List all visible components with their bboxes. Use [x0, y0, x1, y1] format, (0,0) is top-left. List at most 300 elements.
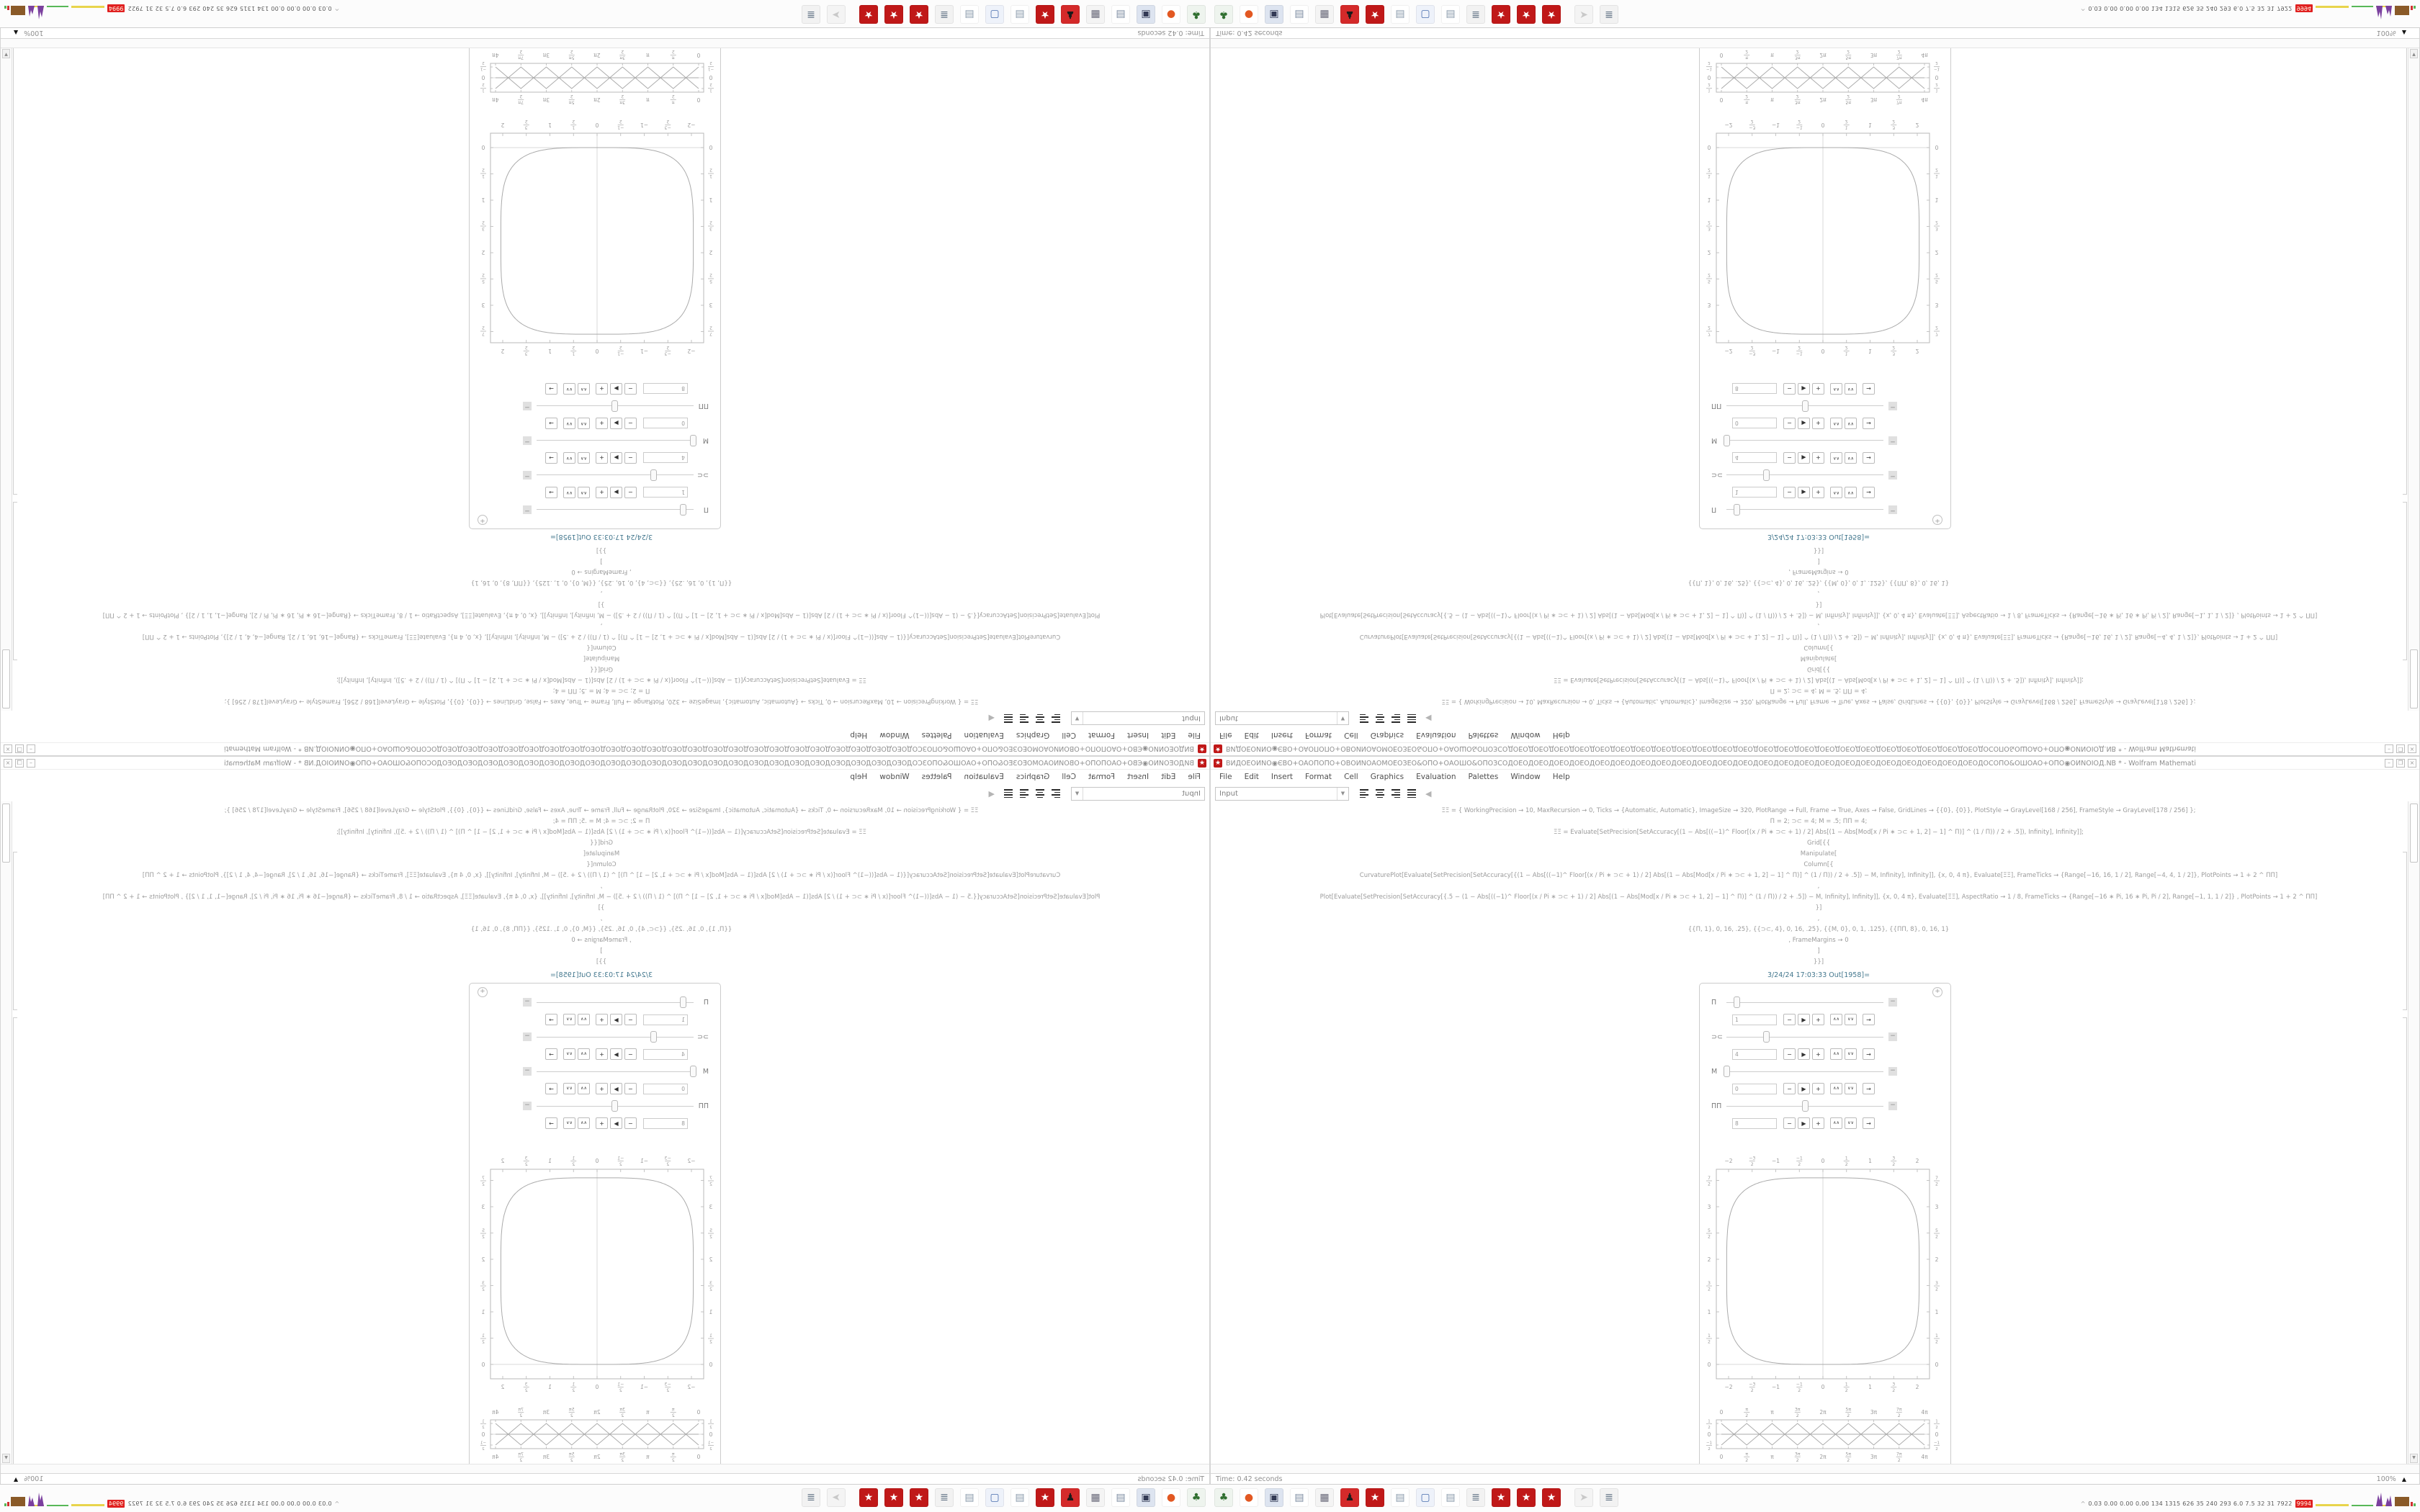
minimize-button[interactable]: – [2385, 744, 2393, 753]
animator-collapse-button[interactable]: − [1888, 436, 1897, 445]
code-line[interactable]: ] [1817, 557, 1820, 564]
slider[interactable] [1726, 1066, 1883, 1077]
align-right-icon[interactable] [1389, 712, 1402, 725]
slower-icon[interactable]: ∧ ∧ [578, 487, 590, 498]
code-line[interactable]: , [1817, 883, 1820, 890]
toolbar-collapse-icon[interactable]: ◀ [1425, 714, 1432, 724]
notepad2-icon[interactable]: ▤ [1441, 1488, 1460, 1507]
slider-thumb[interactable] [1763, 1031, 1770, 1043]
minimize-button[interactable]: – [27, 759, 35, 768]
animator-value-field[interactable]: 4 [643, 1049, 688, 1060]
menu-item-cell[interactable]: Cell [1062, 731, 1076, 739]
code-line[interactable]: , [600, 590, 603, 597]
direction-icon[interactable]: → [545, 383, 557, 395]
monitor-expand-icon[interactable]: ^ [2080, 1500, 2086, 1507]
animator-collapse-button[interactable]: − [523, 1067, 532, 1076]
align-right-icon[interactable] [1018, 712, 1031, 725]
red-app-icon[interactable]: ♟ [1340, 1488, 1359, 1507]
document-icon[interactable]: ▤ [1290, 1488, 1309, 1507]
animator-collapse-button[interactable]: − [1888, 402, 1897, 410]
step-back-button[interactable]: − [624, 487, 637, 498]
slider[interactable] [1726, 996, 1883, 1008]
code-line[interactable]: ] [1817, 948, 1820, 955]
scrollbar-thumb[interactable] [2, 804, 10, 863]
zoom-menu-icon[interactable]: ▲ [14, 30, 19, 37]
align-justify-icon[interactable] [1002, 787, 1015, 800]
document-icon[interactable]: ▤ [1111, 5, 1130, 24]
input-cell-bracket[interactable] [13, 852, 17, 1010]
slider-thumb[interactable] [1734, 996, 1740, 1008]
manipulate-menu-icon[interactable]: + [1932, 515, 1942, 525]
menu-item-help[interactable]: Help [850, 731, 868, 739]
menu-item-help[interactable]: Help [1552, 773, 1570, 781]
menu-item-help[interactable]: Help [1552, 731, 1570, 739]
maximize-button[interactable]: ❐ [2396, 744, 2405, 753]
slower-icon[interactable]: ∧ ∧ [1830, 1117, 1842, 1129]
menu-item-edit[interactable]: Edit [1161, 731, 1176, 739]
calculator-icon[interactable]: ▦ [1315, 1488, 1334, 1507]
code-line[interactable]: , [600, 915, 603, 922]
code-line[interactable]: , FrameMargins → 0 [1788, 937, 1849, 944]
play-button[interactable]: ▶ [1798, 1083, 1810, 1094]
console-scroll-icon[interactable]: ≣ [935, 1488, 954, 1507]
dropdown-arrow-icon[interactable]: ▼ [1337, 788, 1348, 800]
code-line[interactable]: , [600, 622, 603, 629]
align-justify-icon[interactable] [1002, 712, 1015, 725]
notepad2-icon[interactable]: ▤ [1441, 5, 1460, 24]
terminal-green-icon[interactable]: ♣ [1214, 1488, 1233, 1507]
code-line[interactable]: }] [598, 904, 605, 912]
step-forward-button[interactable]: + [596, 383, 608, 395]
title-bar[interactable] [1211, 742, 2419, 755]
play-button[interactable]: ▶ [1798, 452, 1810, 464]
menu-item-palettes[interactable]: Palettes [1468, 731, 1499, 739]
step-back-button[interactable]: − [624, 383, 637, 395]
menu-item-palettes[interactable]: Palettes [921, 773, 952, 781]
step-back-button[interactable]: − [1783, 1014, 1796, 1025]
slider[interactable] [1726, 1100, 1883, 1112]
dropdown-arrow-icon[interactable]: ▼ [1072, 788, 1083, 800]
menu-item-file[interactable]: File [1188, 731, 1201, 739]
input-cell-bracket[interactable] [2403, 502, 2407, 660]
input-cell-bracket[interactable] [2403, 852, 2407, 1010]
code-line[interactable]: CurvaturePlot[Evaluate[SetPrecision[SetAccuracy[{(1 − Abs[((−1)^ Floor[(x / Pi ∗ ⊃⊂ + 1) / 2] Abs[(1 − Abs[Mod[x / Pi ∗ ⊃⊂ + 1, 2] − 1] ^ Π)] ^ (1 / Π)) / 2 + .5]) − M, Infinity], Infinity]], {x, 0, 4 π}, Evaluate[ΞΞ], FrameTicks → {Range[−16, 16, 1 / 2], Range[−4, 4, 1 / 2]}, PlotPoints → 1 + 2 ^ ΠΠ] [142, 872, 1061, 879]
code-line[interactable]: Column[{ [586, 644, 617, 651]
code-line[interactable]: ] [600, 948, 603, 955]
status-zoom[interactable] [1, 30, 43, 37]
code-line[interactable]: }] [1815, 600, 1822, 608]
faster-icon[interactable]: ∨ ∨ [563, 1048, 575, 1060]
menu-item-palettes[interactable]: Palettes [921, 731, 952, 739]
animator-collapse-button[interactable]: − [1888, 471, 1897, 480]
vertical-scrollbar[interactable] [1, 801, 12, 1464]
menu-item-palettes[interactable]: Palettes [1468, 773, 1499, 781]
input-cell[interactable] [1232, 533, 2405, 706]
step-back-button[interactable]: − [624, 452, 637, 464]
faster-icon[interactable]: ∨ ∨ [1845, 1014, 1857, 1025]
output-cell-bracket[interactable] [13, 1017, 17, 1464]
code-line[interactable]: CurvaturePlot[Evaluate[SetPrecision[SetAccuracy[{(1 − Abs[((−1)^ Floor[(x / Pi ∗ ⊃⊂ + 1) / 2] Abs[(1 − Abs[Mod[x / Pi ∗ ⊃⊂ + 1, 2] − 1] ^ Π)] ^ (1 / Π)) / 2 + .5]) − M, Infinity], Infinity]], {x, 0, 4 π}, Evaluate[ΞΞ], FrameTicks → {Range[−16, 16, 1 / 2], Range[−4, 4, 1 / 2]}, PlotPoints → 1 + 2 ^ ΠΠ] [1359, 633, 2278, 640]
align-left-icon[interactable] [1049, 787, 1062, 800]
step-forward-button[interactable]: + [1812, 452, 1824, 464]
menu-item-insert[interactable]: Insert [1126, 773, 1150, 781]
scrollbar-thumb[interactable] [2, 649, 10, 708]
slower-icon[interactable]: ∧ ∧ [578, 452, 590, 464]
notepad-icon[interactable]: ▤ [1010, 1488, 1029, 1507]
play-button[interactable]: ▶ [610, 1117, 622, 1129]
menu-item-cell[interactable]: Cell [1344, 731, 1358, 739]
input-cell[interactable] [15, 533, 1188, 706]
slider[interactable] [537, 1031, 694, 1043]
code-line[interactable]: ΞΞ = { WorkingPrecision → 10, MaxRecursion → 0, Ticks → {Automatic, Automatic}, ImageSize → 320, PlotRange → Full, Frame → True, Axes → False, GridLines → {{0}, {0}}, PlotStyle → GrayLevel[168 / 256], FrameStyle → GrayLevel[178 / 256] }; [224, 698, 979, 705]
menu-item-help[interactable]: Help [850, 773, 868, 781]
direction-icon[interactable]: → [545, 452, 557, 464]
direction-icon[interactable]: → [545, 1083, 557, 1094]
floppy-save-icon[interactable]: ▣ [1137, 1488, 1155, 1507]
slower-icon[interactable]: ∧ ∧ [1830, 1083, 1842, 1094]
zoom-menu-icon[interactable]: ▲ [2401, 1475, 2406, 1482]
animator-value-field[interactable]: 1 [643, 487, 688, 498]
animator-value-field[interactable]: 8 [643, 384, 688, 395]
slider[interactable] [1726, 400, 1883, 412]
minimize-button[interactable]: – [27, 744, 35, 753]
faster-icon[interactable]: ∨ ∨ [1845, 383, 1857, 395]
slider-thumb[interactable] [611, 400, 618, 412]
animator-value-field[interactable]: 0 [1732, 418, 1777, 429]
direction-icon[interactable]: → [1863, 418, 1875, 429]
code-line[interactable]: ΞΞ = Evaluate[SetPrecision[SetAccuracy[(1 − Abs[((−1)^ Floor[(x / Pi ∗ ⊃⊂ + 1) / 2] Abs[(1 − Abs[Mod[x / Pi ∗ ⊃⊂ + 1, 2] − 1] ^ Π)] ^ (1 / Π)) / 2 + .5]), Infinity], Infinity]]; [1553, 676, 2084, 683]
calculator-icon[interactable]: ▦ [1086, 5, 1105, 24]
animator-value-field[interactable]: 0 [643, 1084, 688, 1094]
direction-icon[interactable]: → [1863, 1014, 1875, 1025]
animator-collapse-button[interactable]: − [1888, 998, 1897, 1007]
slider[interactable] [537, 469, 694, 481]
slower-icon[interactable]: ∧ ∧ [1830, 1048, 1842, 1060]
code-line[interactable]: {{Π, 1}, 0, 16, .25}, {{⊃⊂, 4}, 0, 16, .25}, {{M, 0}, 0, 1, .125}, {{ΠΠ, 8}, 0, 16, 1} [470, 579, 732, 586]
menu-item-format[interactable]: Format [1088, 773, 1115, 781]
slider-thumb[interactable] [1724, 1066, 1730, 1077]
menu-item-graphics[interactable]: Graphics [1370, 773, 1404, 781]
animator-collapse-button[interactable]: − [523, 436, 532, 445]
step-forward-button[interactable]: + [1812, 383, 1824, 395]
code-line[interactable]: Plot[Evaluate[SetPrecision[SetAccuracy[{.5 − (1 − Abs[((−1)^ Floor[(x / Pi ∗ ⊃⊂ + 1) / 2] Abs[(1 − Abs[Mod[x / Pi ∗ ⊃⊂ + 1, 2] − 1] ^ Π)] ^ (1 / Π)) / 2 + .5]) − M, Infinity], Infinity]], {x, 0, 4 π}, Evaluate[ΞΞ], AspectRatio → 1 / 8, FrameTicks → {Range[−16 ∗ Pi, 16 ∗ Pi, Pi / 2], Range[−1, 1, 1 / 2]} , PlotPoints → 1 + 2 ^ ΠΠ] [102, 894, 1101, 901]
floppy-save-icon[interactable]: ▣ [1265, 5, 1283, 24]
notepad-icon[interactable]: ▤ [1010, 5, 1029, 24]
code-line[interactable]: Grid[{{ [590, 665, 613, 672]
monitor-expand-icon[interactable]: ^ [334, 5, 340, 12]
document-icon[interactable]: ▤ [1290, 5, 1309, 24]
notepad2-icon[interactable]: ▤ [960, 1488, 979, 1507]
mathematica-spikey-icon[interactable]: ★ [1036, 1488, 1054, 1507]
step-back-button[interactable]: − [1783, 383, 1796, 395]
align-justify-icon[interactable] [1405, 787, 1418, 800]
animator-value-field[interactable]: 0 [1732, 1084, 1777, 1094]
faded-arrow-icon[interactable]: ➤ [1574, 5, 1593, 24]
slider-thumb[interactable] [1802, 1100, 1809, 1112]
console-scroll2-icon[interactable]: ≣ [802, 1488, 820, 1507]
code-line[interactable]: Manipulate[ [583, 654, 620, 662]
align-center-icon[interactable] [1373, 787, 1386, 800]
code-line[interactable]: Manipulate[ [583, 850, 620, 858]
menu-item-graphics[interactable]: Graphics [1370, 731, 1404, 739]
output-cell-bracket[interactable] [13, 48, 17, 495]
animator-value-field[interactable]: 1 [1732, 1014, 1777, 1025]
faster-icon[interactable]: ∨ ∨ [563, 1083, 575, 1094]
slider-thumb[interactable] [680, 996, 686, 1008]
terminal-green-icon[interactable]: ♣ [1187, 1488, 1206, 1507]
play-button[interactable]: ▶ [610, 487, 622, 498]
direction-icon[interactable]: → [545, 487, 557, 498]
red-app-icon[interactable]: ♟ [1061, 5, 1080, 24]
code-line[interactable]: CurvaturePlot[Evaluate[SetPrecision[SetAccuracy[{(1 − Abs[((−1)^ Floor[(x / Pi ∗ ⊃⊂ + 1) / 2] Abs[(1 − Abs[Mod[x / Pi ∗ ⊃⊂ + 1, 2] − 1] ^ Π)] ^ (1 / Π)) / 2 + .5]) − M, Infinity], Infinity]], {x, 0, 4 π}, Evaluate[ΞΞ], FrameTicks → {Range[−16, 16, 1 / 2], Range[−4, 4, 1 / 2]}, PlotPoints → 1 + 2 ^ ΠΠ] [1359, 872, 2278, 879]
horizontal-scrollbar[interactable] [1211, 1464, 2419, 1474]
notepad-icon[interactable]: ▤ [1391, 1488, 1410, 1507]
menu-item-file[interactable]: File [1188, 773, 1201, 781]
slider-thumb[interactable] [1724, 435, 1730, 446]
faster-icon[interactable]: ∨ ∨ [563, 452, 575, 464]
code-line[interactable]: , FrameMargins → 0 [1788, 568, 1849, 575]
manipulate-menu-icon[interactable]: + [478, 515, 488, 525]
spikey3-icon[interactable]: ★ [1517, 5, 1536, 24]
code-line[interactable]: ΞΞ = { WorkingPrecision → 10, MaxRecursion → 0, Ticks → {Automatic, Automatic}, ImageSize → 320, PlotRange → Full, Frame → True, Axes → False, GridLines → {{0}, {0}}, PlotStyle → GrayLevel[168 / 256], FrameStyle → GrayLevel[178 / 256] }; [1441, 698, 2196, 705]
cell-style-dropdown[interactable] [1071, 712, 1205, 726]
slower-icon[interactable]: ∧ ∧ [1830, 1014, 1842, 1025]
animator-value-field[interactable]: 0 [643, 418, 688, 429]
code-line[interactable]: {{Π, 1}, 0, 16, .25}, {{⊃⊂, 4}, 0, 16, .25}, {{M, 0}, 0, 1, .125}, {{ΠΠ, 8}, 0, 16, 1} [1688, 579, 1950, 586]
faster-icon[interactable]: ∨ ∨ [563, 418, 575, 429]
step-forward-button[interactable]: + [1812, 1083, 1824, 1094]
faster-icon[interactable]: ∨ ∨ [1845, 1117, 1857, 1129]
blue-window-icon[interactable]: ▢ [1416, 5, 1435, 24]
menu-item-edit[interactable]: Edit [1244, 731, 1259, 739]
title-bar[interactable] [1211, 757, 2419, 770]
output-cell-bracket[interactable] [2403, 1017, 2407, 1464]
code-line[interactable]: Π = 2; ⊃⊂ = 4; M = .5; ΠΠ = 4; [552, 818, 650, 825]
menu-item-insert[interactable]: Insert [1126, 731, 1150, 739]
code-line[interactable]: ] [600, 557, 603, 564]
code-line[interactable]: , [1817, 622, 1820, 629]
slider-thumb[interactable] [1763, 469, 1770, 481]
code-line[interactable]: ΞΞ = Evaluate[SetPrecision[SetAccuracy[(1 − Abs[((−1)^ Floor[(x / Pi ∗ ⊃⊂ + 1) / 2] Abs[(1 − Abs[Mod[x / Pi ∗ ⊃⊂ + 1, 2] − 1] ^ Π)] ^ (1 / Π)) / 2 + .5]), Infinity], Infinity]]; [336, 676, 867, 683]
code-line[interactable]: , [1817, 915, 1820, 922]
slower-icon[interactable]: ∧ ∧ [1830, 487, 1842, 498]
spikey3-icon[interactable]: ★ [884, 5, 903, 24]
align-left-icon[interactable] [1358, 787, 1371, 800]
animator-value-field[interactable]: 1 [643, 1014, 688, 1025]
slider-thumb[interactable] [690, 435, 696, 446]
dropdown-arrow-icon[interactable]: ▼ [1337, 713, 1348, 725]
play-button[interactable]: ▶ [1798, 418, 1810, 429]
terminal-green-icon[interactable]: ♣ [1187, 5, 1206, 24]
notepad2-icon[interactable]: ▤ [960, 5, 979, 24]
code-line[interactable]: Manipulate[ [1800, 654, 1837, 662]
faded-arrow-icon[interactable]: ➤ [827, 5, 846, 24]
code-line[interactable]: }}] [596, 958, 607, 966]
play-button[interactable]: ▶ [1798, 1117, 1810, 1129]
close-button[interactable]: × [4, 744, 12, 753]
code-line[interactable]: {{Π, 1}, 0, 16, .25}, {{⊃⊂, 4}, 0, 16, .25}, {{M, 0}, 0, 1, .125}, {{ΠΠ, 8}, 0, 16, 1} [1688, 926, 1950, 933]
step-back-button[interactable]: − [1783, 452, 1796, 464]
menu-item-format[interactable]: Format [1305, 731, 1332, 739]
step-back-button[interactable]: − [1783, 1048, 1796, 1060]
step-forward-button[interactable]: + [1812, 418, 1824, 429]
monitor-expand-icon[interactable]: ^ [2080, 5, 2086, 12]
step-forward-button[interactable]: + [596, 1083, 608, 1094]
animator-value-field[interactable]: 1 [1732, 487, 1777, 498]
orange-ball-icon[interactable]: ● [1240, 1488, 1258, 1507]
menu-item-evaluation[interactable]: Evaluation [964, 773, 1004, 781]
title-bar[interactable] [1, 742, 1209, 755]
code-line[interactable]: Π = 2; ⊃⊂ = 4; M = .5; ΠΠ = 4; [552, 687, 650, 694]
animator-value-field[interactable]: 8 [1732, 1118, 1777, 1129]
spikey4-icon[interactable]: ★ [1542, 1488, 1561, 1507]
slower-icon[interactable]: ∧ ∧ [578, 418, 590, 429]
step-back-button[interactable]: − [1783, 1083, 1796, 1094]
code-line[interactable]: CurvaturePlot[Evaluate[SetPrecision[SetAccuracy[{(1 − Abs[((−1)^ Floor[(x / Pi ∗ ⊃⊂ + 1) / 2] Abs[(1 − Abs[Mod[x / Pi ∗ ⊃⊂ + 1, 2] − 1] ^ Π)] ^ (1 / Π)) / 2 + .5]) − M, Infinity], Infinity]], {x, 0, 4 π}, Evaluate[ΞΞ], FrameTicks → {Range[−16, 16, 1 / 2], Range[−4, 4, 1 / 2]}, PlotPoints → 1 + 2 ^ ΠΠ] [142, 633, 1061, 640]
play-button[interactable]: ▶ [1798, 1014, 1810, 1025]
calculator-icon[interactable]: ▦ [1315, 5, 1334, 24]
horizontal-scrollbar[interactable] [1, 1464, 1209, 1474]
code-line[interactable]: , [1817, 590, 1820, 597]
maximize-button[interactable]: ❐ [15, 744, 24, 753]
status-zoom[interactable] [1, 1475, 43, 1483]
toolbar-collapse-icon[interactable]: ◀ [988, 714, 995, 724]
align-left-icon[interactable] [1358, 712, 1371, 725]
direction-icon[interactable]: → [1863, 1083, 1875, 1094]
output-cell-bracket[interactable] [2403, 48, 2407, 495]
step-forward-button[interactable]: + [1812, 1117, 1824, 1129]
align-right-icon[interactable] [1389, 787, 1402, 800]
minimize-button[interactable]: – [2385, 759, 2393, 768]
step-forward-button[interactable]: + [596, 452, 608, 464]
code-line[interactable]: }] [1815, 904, 1822, 912]
step-back-button[interactable]: − [624, 1014, 637, 1025]
step-back-button[interactable]: − [624, 1117, 637, 1129]
menu-item-insert[interactable]: Insert [1270, 773, 1294, 781]
slider-thumb[interactable] [1734, 504, 1740, 516]
slider[interactable] [537, 400, 694, 412]
animator-value-field[interactable]: 4 [643, 453, 688, 464]
step-forward-button[interactable]: + [596, 1014, 608, 1025]
red-app-icon[interactable]: ♟ [1061, 1488, 1080, 1507]
zoom-menu-icon[interactable]: ▲ [14, 1475, 19, 1482]
slider-thumb[interactable] [690, 1066, 696, 1077]
slider[interactable] [1726, 469, 1883, 481]
cell-style-dropdown[interactable] [1071, 787, 1205, 801]
animator-collapse-button[interactable]: − [523, 1032, 532, 1041]
code-line[interactable]: Manipulate[ [1800, 850, 1837, 858]
code-line[interactable]: ΞΞ = Evaluate[SetPrecision[SetAccuracy[(1 − Abs[((−1)^ Floor[(x / Pi ∗ ⊃⊂ + 1) / 2] Abs[(1 − Abs[Mod[x / Pi ∗ ⊃⊂ + 1, 2] − 1] ^ Π)] ^ (1 / Π)) / 2 + .5]), Infinity], Infinity]]; [1553, 829, 2084, 836]
vertical-scrollbar[interactable] [2408, 801, 2419, 1464]
step-back-button[interactable]: − [624, 1048, 637, 1060]
play-button[interactable]: ▶ [610, 1083, 622, 1094]
slider[interactable] [537, 435, 694, 446]
direction-icon[interactable]: → [1863, 1048, 1875, 1060]
monitor-expand-icon[interactable]: ^ [334, 1500, 340, 1507]
direction-icon[interactable]: → [545, 1117, 557, 1129]
step-forward-button[interactable]: + [596, 418, 608, 429]
step-forward-button[interactable]: + [1812, 1048, 1824, 1060]
direction-icon[interactable]: → [1863, 487, 1875, 498]
animator-collapse-button[interactable]: − [523, 471, 532, 480]
scrollbar-down-icon[interactable]: ▼ [2410, 49, 2418, 58]
orange-ball-icon[interactable]: ● [1240, 5, 1258, 24]
play-button[interactable]: ▶ [1798, 487, 1810, 498]
scrollbar-down-icon[interactable]: ▼ [2, 49, 10, 58]
close-button[interactable]: × [2408, 759, 2416, 768]
code-line[interactable]: Plot[Evaluate[SetPrecision[SetAccuracy[{.5 − (1 − Abs[((−1)^ Floor[(x / Pi ∗ ⊃⊂ + 1) / 2] Abs[(1 − Abs[Mod[x / Pi ∗ ⊃⊂ + 1, 2] − 1] ^ Π)] ^ (1 / Π)) / 2 + .5]) − M, Infinity], Infinity]], {x, 0, 4 π}, Evaluate[ΞΞ], AspectRatio → 1 / 8, FrameTicks → {Range[−16 ∗ Pi, 16 ∗ Pi, Pi / 2], Range[−1, 1, 1 / 2]} , PlotPoints → 1 + 2 ^ ΠΠ] [1319, 894, 2318, 901]
slider[interactable] [537, 996, 694, 1008]
code-line[interactable]: Grid[{{ [1807, 840, 1830, 847]
menu-item-window[interactable]: Window [879, 773, 910, 781]
slider[interactable] [537, 1100, 694, 1112]
menu-item-evaluation[interactable]: Evaluation [1416, 731, 1456, 739]
animator-collapse-button[interactable]: − [523, 998, 532, 1007]
faded-arrow-icon[interactable]: ➤ [1574, 1488, 1593, 1507]
code-line[interactable]: Column[{ [586, 861, 617, 868]
faster-icon[interactable]: ∨ ∨ [1845, 1048, 1857, 1060]
step-back-button[interactable]: − [624, 1083, 637, 1094]
status-zoom[interactable] [2377, 1475, 2419, 1483]
document-icon[interactable]: ▤ [1111, 1488, 1130, 1507]
direction-icon[interactable]: → [545, 1014, 557, 1025]
slower-icon[interactable]: ∧ ∧ [1830, 418, 1842, 429]
step-forward-button[interactable]: + [1812, 487, 1824, 498]
slower-icon[interactable]: ∧ ∧ [578, 1117, 590, 1129]
menu-item-cell[interactable]: Cell [1344, 773, 1358, 781]
code-line[interactable]: }}] [596, 546, 607, 554]
code-line[interactable]: ΞΞ = { WorkingPrecision → 10, MaxRecursion → 0, Ticks → {Automatic, Automatic}, ImageSize → 320, PlotRange → Full, Frame → True, Axes → False, GridLines → {{0}, {0}}, PlotStyle → GrayLevel[168 / 256], FrameStyle → GrayLevel[178 / 256] }; [224, 807, 979, 814]
code-line[interactable]: , [600, 883, 603, 890]
menu-item-evaluation[interactable]: Evaluation [964, 731, 1004, 739]
mathematica-spikey-icon[interactable]: ★ [1366, 1488, 1384, 1507]
step-back-button[interactable]: − [1783, 418, 1796, 429]
step-forward-button[interactable]: + [596, 1048, 608, 1060]
code-line[interactable]: {{Π, 1}, 0, 16, .25}, {{⊃⊂, 4}, 0, 16, .25}, {{M, 0}, 0, 1, .125}, {{ΠΠ, 8}, 0, 16, 1} [470, 926, 732, 933]
slower-icon[interactable]: ∧ ∧ [1830, 452, 1842, 464]
code-line[interactable]: Column[{ [1803, 644, 1834, 651]
terminal-green-icon[interactable]: ♣ [1214, 5, 1233, 24]
scrollbar-thumb[interactable] [2410, 649, 2418, 708]
step-forward-button[interactable]: + [596, 1117, 608, 1129]
input-cell[interactable] [15, 806, 1188, 979]
spikey4-icon[interactable]: ★ [1542, 5, 1561, 24]
step-back-button[interactable]: − [1783, 487, 1796, 498]
menu-item-window[interactable]: Window [879, 731, 910, 739]
menu-item-format[interactable]: Format [1088, 731, 1115, 739]
play-button[interactable]: ▶ [1798, 383, 1810, 395]
direction-icon[interactable]: → [545, 418, 557, 429]
maximize-button[interactable]: ❐ [2396, 759, 2405, 768]
direction-icon[interactable]: → [1863, 383, 1875, 395]
orange-ball-icon[interactable]: ● [1162, 1488, 1180, 1507]
slower-icon[interactable]: ∧ ∧ [1830, 383, 1842, 395]
spikey3-icon[interactable]: ★ [884, 1488, 903, 1507]
code-line[interactable]: Plot[Evaluate[SetPrecision[SetAccuracy[{.5 − (1 − Abs[((−1)^ Floor[(x / Pi ∗ ⊃⊂ + 1) / 2] Abs[(1 − Abs[Mod[x / Pi ∗ ⊃⊂ + 1, 2] − 1] ^ Π)] ^ (1 / Π)) / 2 + .5]) − M, Infinity], Infinity]], {x, 0, 4 π}, Evaluate[ΞΞ], AspectRatio → 1 / 8, FrameTicks → {Range[−16 ∗ Pi, 16 ∗ Pi, Pi / 2], Range[−1, 1, 1 / 2]} , PlotPoints → 1 + 2 ^ ΠΠ] [1319, 611, 2318, 618]
animator-value-field[interactable]: 4 [1732, 453, 1777, 464]
close-button[interactable]: × [4, 759, 12, 768]
horizontal-scrollbar[interactable] [1211, 38, 2419, 48]
slower-icon[interactable]: ∧ ∧ [578, 1083, 590, 1094]
slider[interactable] [537, 1066, 694, 1077]
faster-icon[interactable]: ∨ ∨ [1845, 418, 1857, 429]
animator-collapse-button[interactable]: − [1888, 1067, 1897, 1076]
direction-icon[interactable]: → [545, 1048, 557, 1060]
status-zoom[interactable] [2377, 30, 2419, 37]
close-button[interactable]: × [2408, 744, 2416, 753]
scrollbar-thumb[interactable] [2410, 804, 2418, 863]
animator-value-field[interactable]: 8 [1732, 384, 1777, 395]
